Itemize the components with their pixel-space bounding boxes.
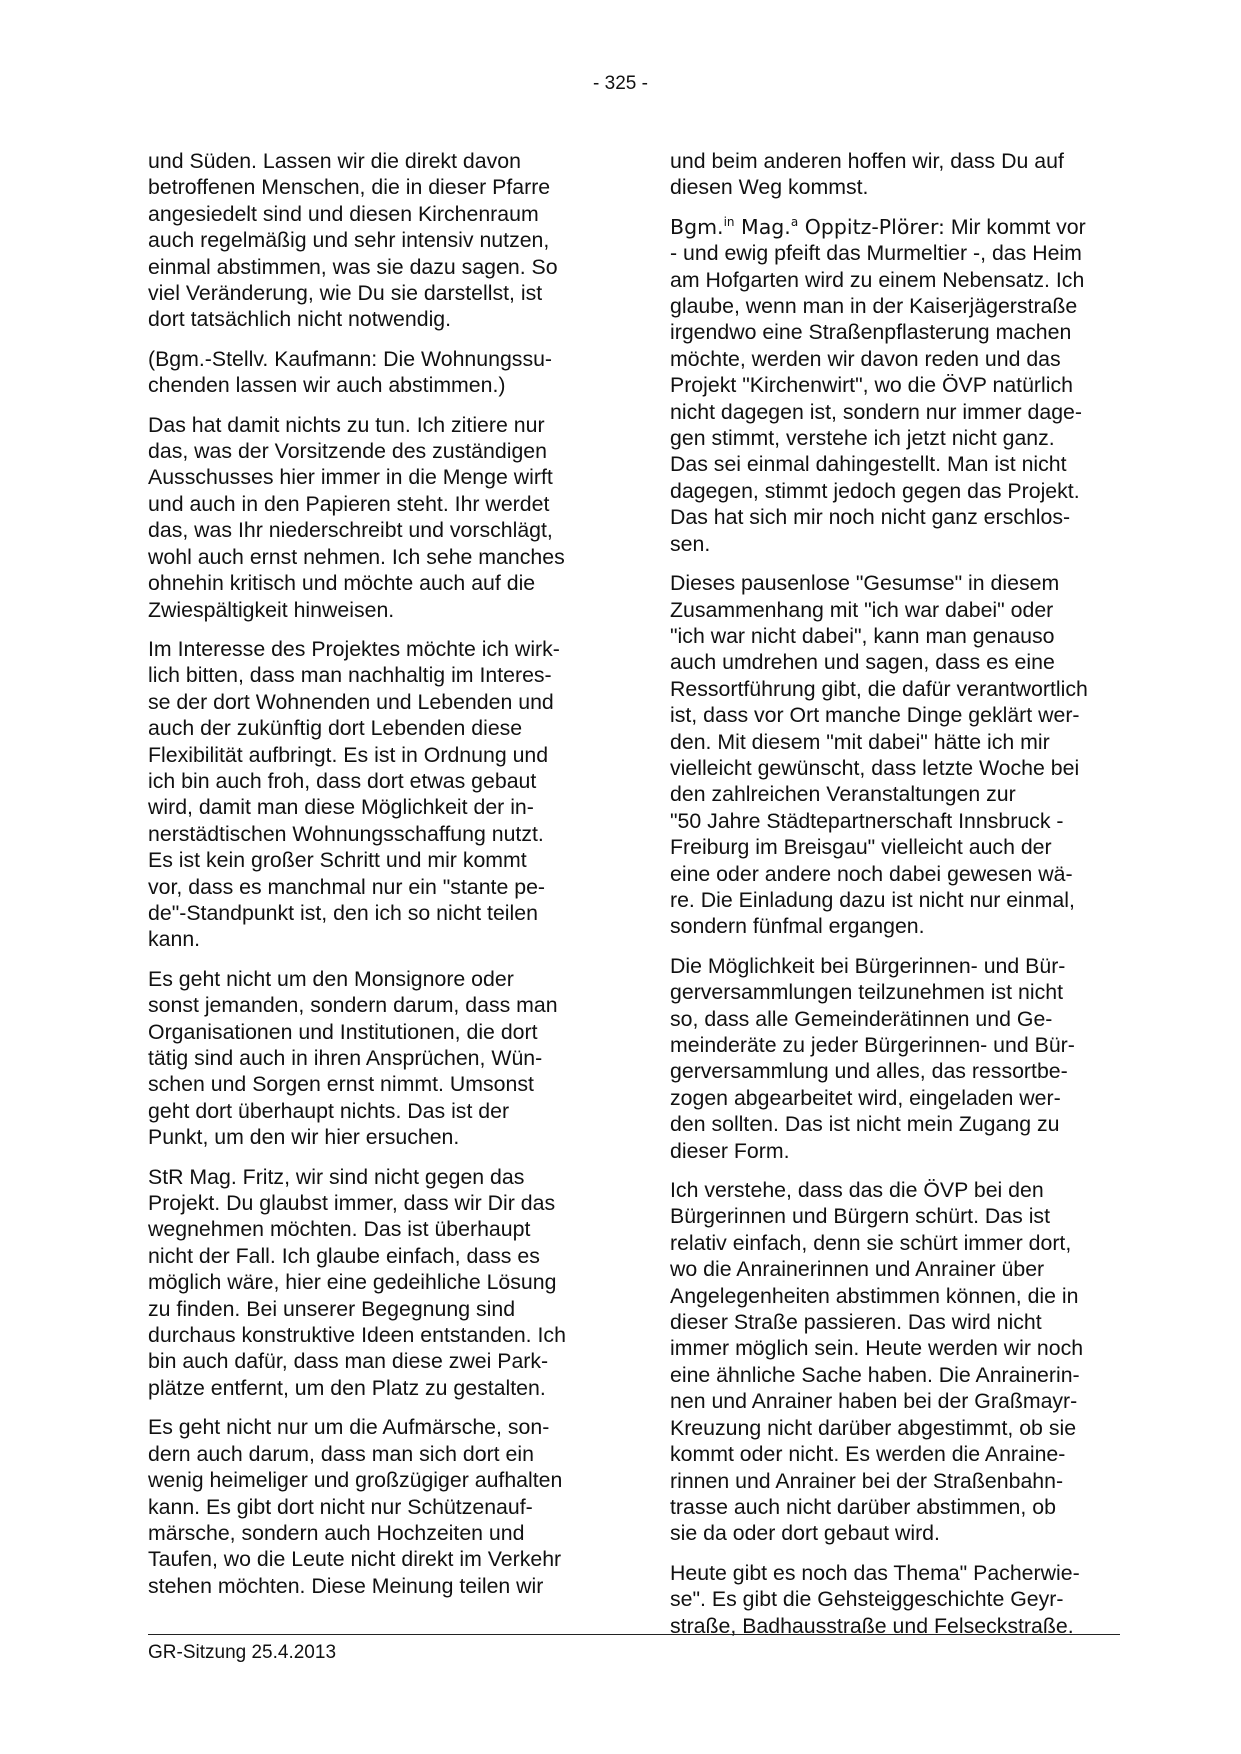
paragraph: Ich verstehe, dass das die ÖVP bei den Bürgerinnen und Bürgern schürt. Das ist relativ einfach, denn sie schürt immer dort, wo die Anrainerinnen und Anrainer über Angelegenheiten abstimmen können, die in dieser Straße passieren. Das wird nicht immer möglich sein. Heute werden wir noch eine ähnliche Sache haben. Die Anrainerin- nen und Anrainer haben bei der Graßmayr- Kreuzung nicht darüber abgestimmt, ob sie kommt oder nicht. Es werden die Anraine- rinnen und Anrainer bei der Straßenbahn- trasse auch nicht darüber abstimmen, ob sie da oder dort gebaut wird.	[670, 1178, 1084, 1546]
right-column	[670, 148, 1120, 1652]
paragraph: Im Interesse des Projektes möchte ich wirk- lich bitten, dass man nachhaltig im Interes- se der dort Wohnenden und Lebenden und auch der zukünftig dort Lebenden diese Flexibilität aufbringt. Es ist in Ordnung und ich bin auch froh, dass dort etwas gebaut wird, damit man diese Möglichkeit der in- nerstädtischen Wohnungsschaffung nutzt. Es ist kein großer Schritt und mir kommt vor, dass es manchmal nur ein "stante pe- de"-Standpunkt ist, den ich so nicht teilen kann.	[148, 636, 560, 952]
footer-session-date: GR-Sitzung 25.4.2013	[148, 1642, 337, 1663]
paragraph: StR Mag. Fritz, wir sind nicht gegen das Projekt. Du glaubst immer, dass wir Dir das wegnehmen möchten. Das ist überhaupt nicht der Fall. Ich glaube einfach, dass es möglich wäre, hier eine gedeihliche Lösung zu finden. Bei unserer Begegnung sind durchaus konstruktive Ideen entstanden. Ich bin auch dafür, dass man diese zwei Park- plätze entfernt, um den Platz zu gestalten.	[148, 1164, 566, 1400]
paragraph: Dieses pausenlose "Gesumse" in diesem Zusammenhang mit "ich war dabei" oder "ich war nicht dabei", kann man genauso auch umdrehen und sagen, dass es eine Ressortführung gibt, die dafür verantwortlich ist, dass vor Ort manche Dinge geklärt wer- den. Mit diesem "mit dabei" hätte ich mir vielleicht gewünscht, dass letzte Woche bei den zahlreichen Veranstaltungen zur "50 Jahre Städtepartnerschaft Innsbruck - Freiburg im Breisgau" vielleicht auch der eine oder andere noch dabei gewesen wä- re. Die Einladung dazu ist nicht nur einmal, sondern fünfmal ergangen.	[670, 571, 1088, 939]
left-column	[148, 148, 598, 1612]
footer-divider	[148, 1634, 1120, 1635]
paragraph: Es geht nicht um den Monsignore oder sonst jemanden, sondern darum, dass man Organisationen und Institutionen, die dort tätig sind auch in ihren Ansprüchen, Wün- schen und Sorgen ernst nimmt. Umsonst geht dort überhaupt nichts. Das ist der Punkt, um den wir hier ersuchen.	[148, 966, 558, 1150]
speech-text: Mir kommt vor - und ewig pfeift das Murmeltier -, das Heim am Hofgarten wird zu einem Nebensatz. Ich glaube, wenn man in der Kaiserjägerstraße irgendwo eine Straßenpflasterung machen möchte, werden wir davon reden und das Projekt "Kirchenwirt", wo die ÖVP natürlich nicht dagegen ist, sondern nur immer dage- gen stimmt, verstehe ich jetzt nicht ganz. Das sei einmal dahingestellt. Man ist nicht dagegen, stimmt jedoch gegen das Projekt. Das hat sich mir noch nicht ganz erschlos- sen.	[670, 214, 1086, 556]
paragraph: Das hat damit nichts zu tun. Ich zitiere nur das, was der Vorsitzende des zuständigen Ausschusses hier immer in die Menge wirft und auch in den Papieren steht. Ihr werdet das, was Ihr niederschreibt und vorschlägt, wohl auch ernst nehmen. Ich sehe manches ohnehin kritisch und möchte auch auf die Zwiespältigkeit hinweisen.	[148, 412, 565, 622]
speaker-paragraph	[670, 214, 1120, 557]
paragraph: Die Möglichkeit bei Bürgerinnen- und Bür- gerversammlungen teilzunehmen ist nicht so, dass alle Gemeinderätinnen und Ge- meinderäte zu jeder Bürgerinnen- und Bür- gerversammlung und alles, das ressortbe- zogen abgearbeitet wird, eingeladen wer- den sollten. Das ist nicht mein Zugang zu dieser Form.	[670, 953, 1075, 1163]
paragraph: Es geht nicht nur um die Aufmärsche, son- dern auch darum, dass man sich dort ein wenig heimeliger und großzügiger aufhalten kann. Es gibt dort nicht nur Schützenauf- märsche, sondern auch Hochzeiten und Taufen, wo die Leute nicht direkt im Verkehr stehen möchten. Diese Meinung teilen wir	[148, 1415, 563, 1598]
paragraph: Heute gibt es noch das Thema" Pacherwie- se". Es gibt die Gehsteiggeschichte Geyr- straße, Badhausstraße und Felseckstraße.	[670, 1560, 1080, 1638]
speaker-degree-superscript: a	[790, 214, 799, 229]
page-number: - 325 -	[593, 73, 648, 94]
paragraph: und beim anderen hoffen wir, dass Du auf diesen Weg kommst.	[670, 149, 1064, 200]
speaker-degree: Mag.	[741, 214, 791, 239]
paragraph: und Süden. Lassen wir die direkt davon betroffenen Menschen, die in dieser Pfarre angesiedelt sind und diesen Kirchenraum auch regelmäßig und sehr intensiv nutzen, einmal abstimmen, was sie dazu sagen. So viel Veränderung, wie Du sie darstellst, ist dort tatsächlich nicht notwendig.	[148, 149, 558, 332]
speaker-name: Oppitz-Plörer:	[804, 214, 945, 239]
speaker-title: Bgm.	[670, 214, 724, 239]
speaker-label	[670, 215, 945, 239]
interjection-paragraph: (Bgm.-Stellv. Kaufmann: Die Wohnungssu- chenden lassen wir auch abstimmen.)	[148, 346, 553, 398]
speaker-title-superscript: in	[723, 214, 735, 229]
